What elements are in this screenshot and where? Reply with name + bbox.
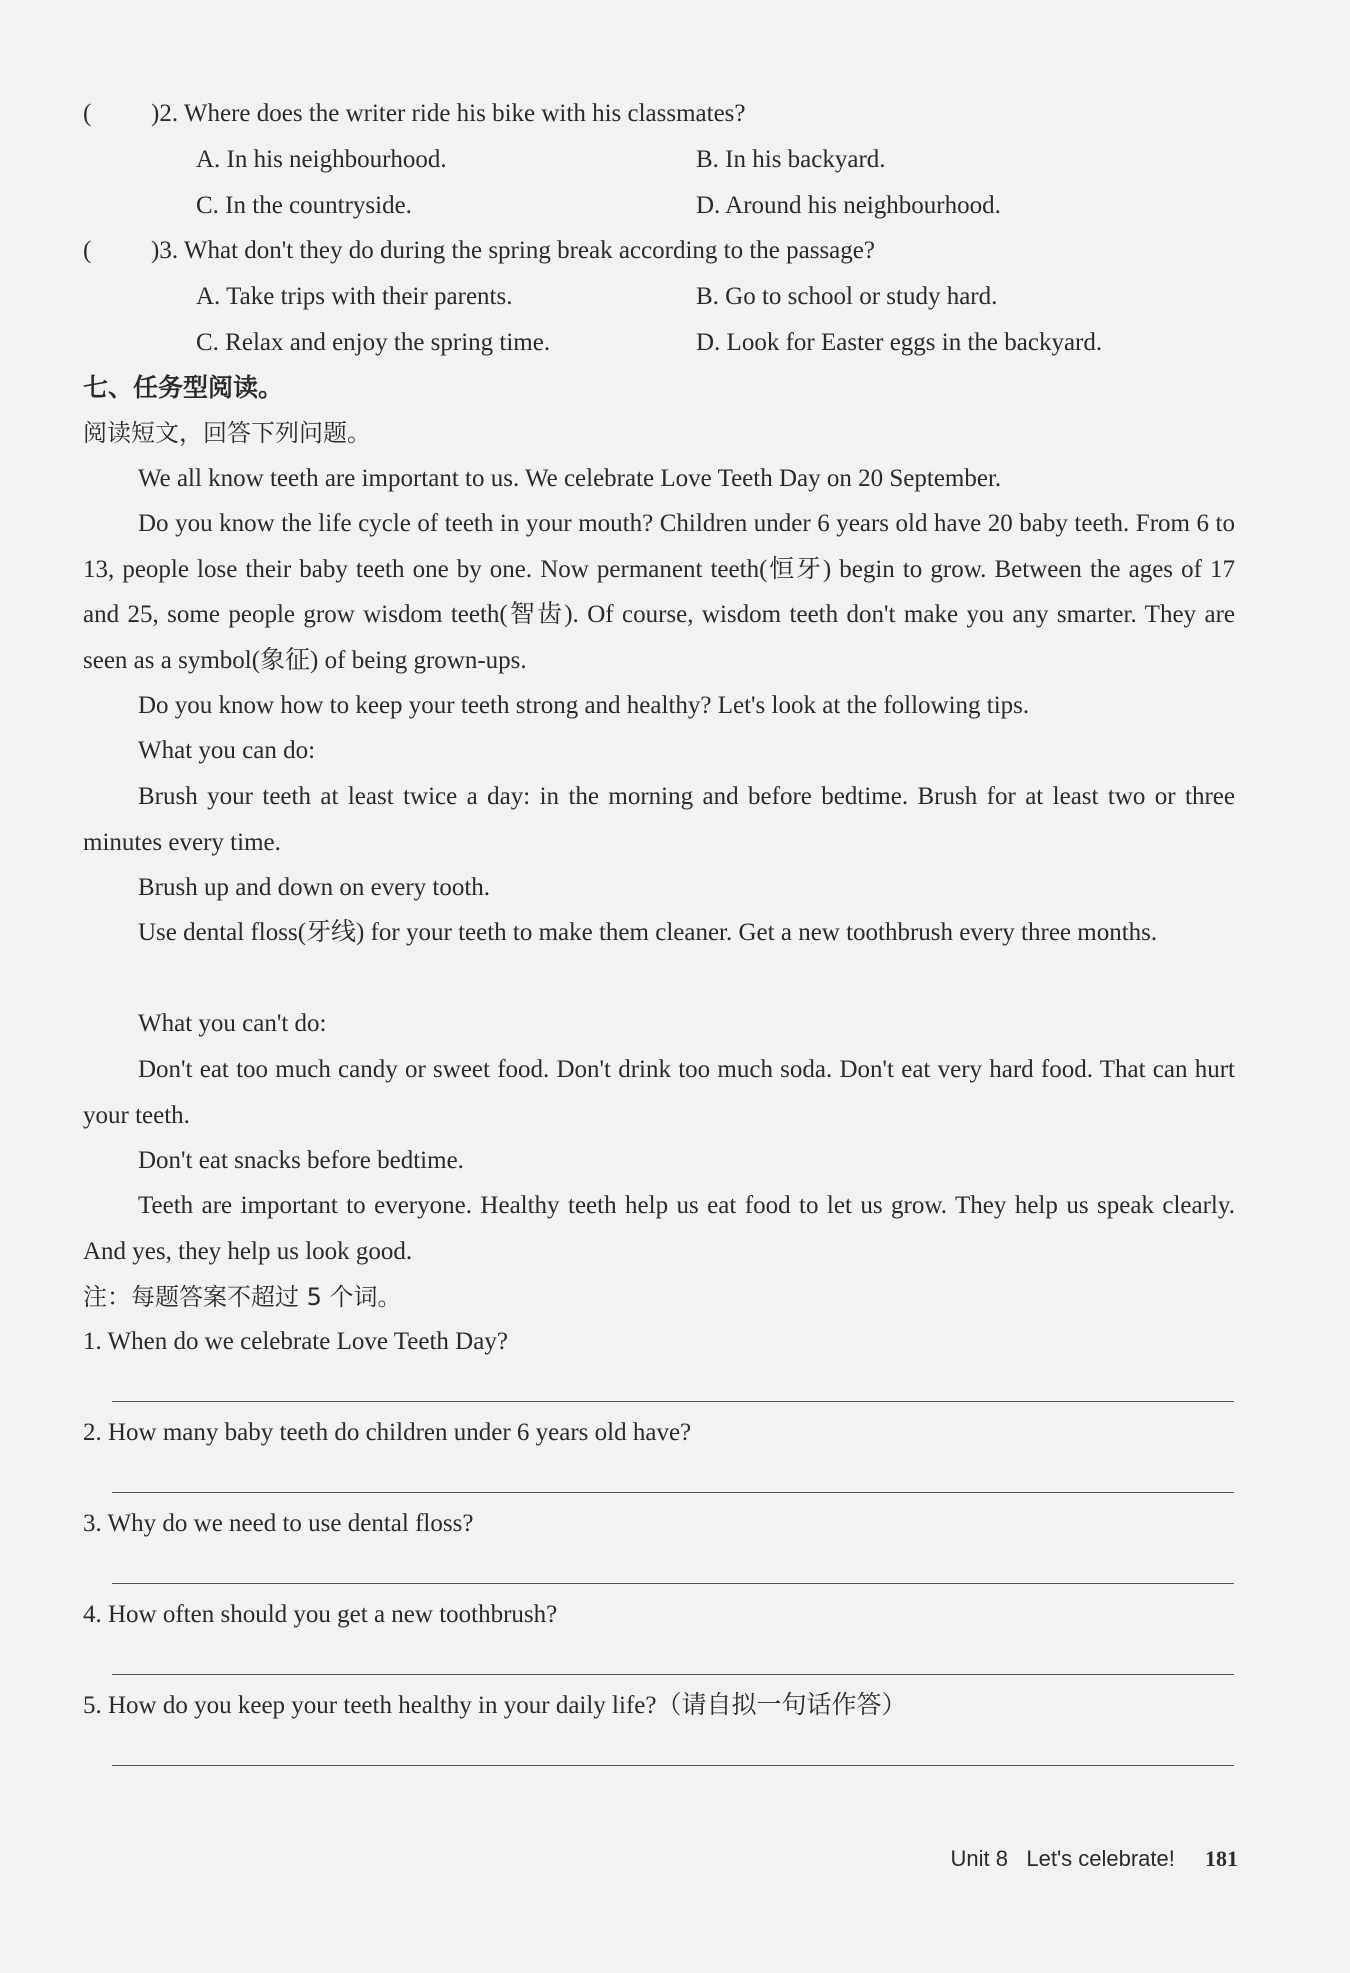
question-stem: )2. Where does the writer ride his bike with his classmates? [151, 100, 746, 127]
option-d: D. Around his neighbourhood. [696, 192, 1001, 219]
passage-paragraph: We all know teeth are important to us. We celebrate Love Teeth Day on 20 September. [138, 465, 1002, 492]
task-question: 1. When do we celebrate Love Teeth Day? [83, 1328, 508, 1355]
task-question: 5. How do you keep your teeth healthy in your daily life?（请自拟一句话作答） [83, 1692, 907, 1719]
option-b: B. Go to school or study hard. [696, 283, 998, 310]
answer-note: 注：每题答案不超过 5 个词。 [83, 1283, 402, 1311]
answer-bracket: ( [83, 237, 92, 264]
passage-paragraph: Don't eat too much candy or sweet food. Don't drink too much soda. Don't eat very hard food. That can hurt your teeth. [83, 1056, 1235, 1129]
passage-paragraph: Brush your teeth at least twice a day: in the morning and before bedtime. Brush for at least two or three minutes every time. [83, 783, 1235, 856]
task-question: 2. How many baby teeth do children under 6 years old have? [83, 1419, 692, 1446]
passage-paragraph: Use dental floss(牙线) for your teeth to make them cleaner. Get a new toothbrush every three months. [138, 919, 1158, 946]
answer-line[interactable] [112, 1765, 1234, 1766]
passage-paragraph: Don't eat snacks before bedtime. [138, 1147, 464, 1174]
section-heading: 七、任务型阅读。 [83, 373, 284, 402]
unit-title: Unit 8 Let's celebrate! [950, 1846, 1175, 1871]
page-number: 181 [1205, 1846, 1238, 1871]
option-a: A. Take trips with their parents. [196, 283, 513, 310]
passage-paragraph: Brush up and down on every tooth. [138, 874, 491, 901]
passage-paragraph: Do you know the life cycle of teeth in your mouth? Children under 6 years old have 20 baby teeth. From 6 to 13, people lose their baby teeth one by one. Now permanent teeth(恒牙) begin to grow. Between the ages of 17 and 25, some people grow wisdom teeth(智齿). Of course, wisdom teeth don't make you any smarter. They are seen as a symbol(象征) of being grown-ups. [83, 510, 1235, 674]
answer-line[interactable] [112, 1583, 1234, 1584]
option-c: C. Relax and enjoy the spring time. [196, 329, 551, 356]
task-question: 4. How often should you get a new toothbrush? [83, 1601, 558, 1628]
task-question: 3. Why do we need to use dental floss? [83, 1510, 474, 1537]
passage-paragraph: Teeth are important to everyone. Healthy teeth help us eat food to let us grow. They help us speak clearly. And yes, they help us look good. [83, 1192, 1235, 1265]
option-c: C. In the countryside. [196, 192, 412, 219]
section-instruction: 阅读短文，回答下列问题。 [83, 419, 371, 447]
answer-bracket: ( [83, 100, 92, 127]
answer-line[interactable] [112, 1401, 1234, 1402]
passage-paragraph: Do you know how to keep your teeth strong and healthy? Let's look at the following tips. [138, 692, 1030, 719]
option-a: A. In his neighbourhood. [196, 146, 447, 173]
page-footer [951, 1846, 1238, 1872]
answer-line[interactable] [112, 1674, 1234, 1675]
passage-subheading: What you can't do: [138, 1010, 327, 1037]
passage-subheading: What you can do: [138, 737, 316, 764]
question-stem: )3. What don't they do during the spring break according to the passage? [151, 237, 875, 264]
answer-line[interactable] [112, 1492, 1234, 1493]
option-d: D. Look for Easter eggs in the backyard. [696, 329, 1103, 356]
option-b: B. In his backyard. [696, 146, 886, 173]
